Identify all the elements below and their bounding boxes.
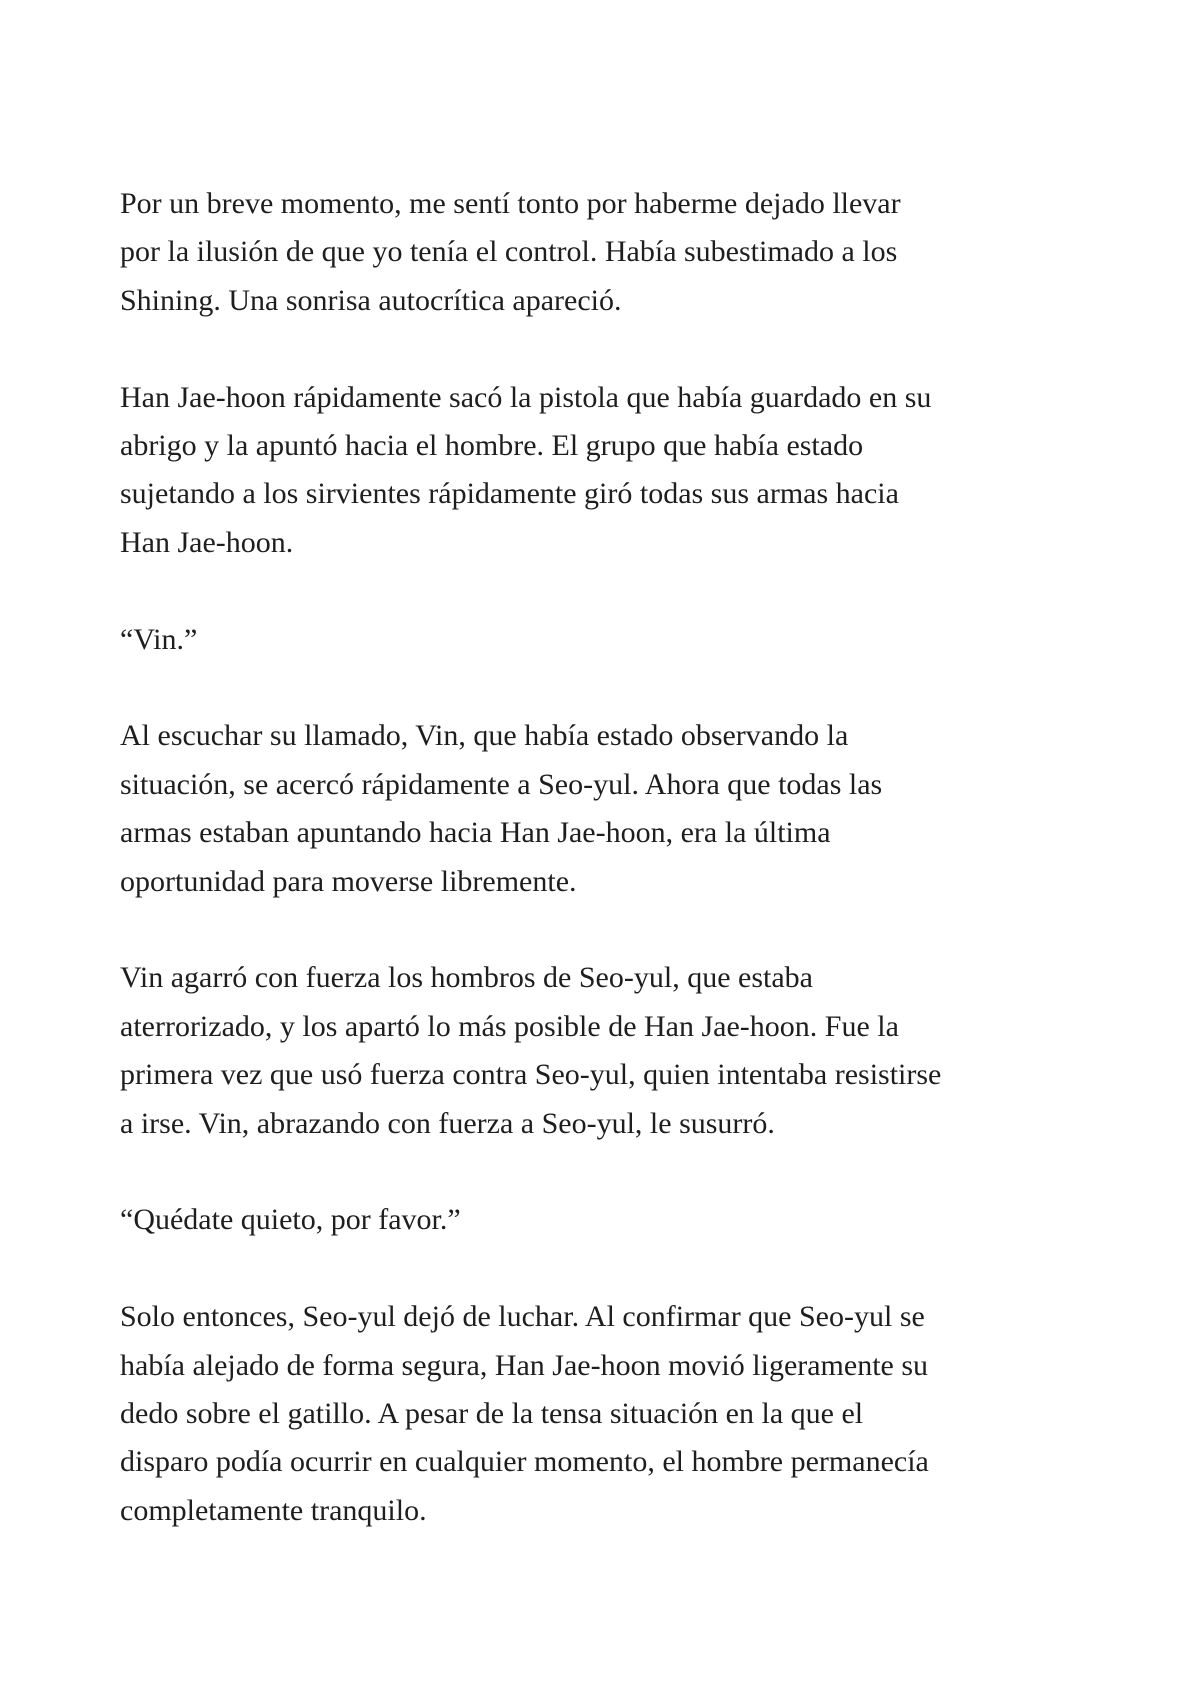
text-line: primera vez que usó fuerza contra Seo-yul, quien intentaba resistirse	[120, 1058, 942, 1092]
text-line: había alejado de forma segura, Han Jae-hoon movió ligeramente su	[120, 1348, 929, 1382]
text-line: oportunidad para moverse libremente.	[120, 864, 577, 898]
text-line: aterrorizado, y los apartó lo más posible de Han Jae-hoon. Fue la	[120, 1009, 899, 1043]
text-line: situación, se acercó rápidamente a Seo-yul. Ahora que todas las	[120, 767, 883, 801]
text-line: Solo entonces, Seo-yul dejó de luchar. Al confirmar que Seo-yul se	[120, 1300, 925, 1334]
text-line: Shining. Una sonrisa autocrítica apareció.	[120, 283, 622, 317]
text-line: armas estaban apuntando hacia Han Jae-hoon, era la última	[120, 816, 831, 850]
paragraph	[120, 954, 1120, 1148]
text-line: a irse. Vin, abrazando con fuerza a Seo-yul, le susurró.	[120, 1106, 775, 1140]
paragraph	[120, 180, 1120, 325]
paragraph	[120, 712, 1120, 906]
document-page	[120, 180, 1120, 1584]
text-line: Por un breve momento, me sentí tonto por haberme dejado llevar	[120, 187, 901, 220]
text-line: Han Jae-hoon.	[120, 525, 294, 559]
text-line: “Vin.”	[120, 622, 198, 656]
text-line: abrigo y la apuntó hacia el hombre. El grupo que había estado	[120, 429, 864, 463]
text-line: Al escuchar su llamado, Vin, que había estado observando la	[120, 719, 849, 753]
paragraph	[120, 616, 1120, 664]
text-line: Han Jae-hoon rápidamente sacó la pistola que había guardado en su	[120, 380, 932, 414]
text-line: sujetando a los sirvientes rápidamente giró todas sus armas hacia	[120, 477, 899, 511]
text-line: Vin agarró con fuerza los hombros de Seo-yul, que estaba	[120, 961, 813, 995]
text-line: “Quédate quieto, por favor.”	[120, 1203, 461, 1237]
paragraph	[120, 374, 1120, 568]
text-line: por la ilusión de que yo tenía el control. Había subestimado a los	[120, 235, 898, 269]
paragraph	[120, 1196, 1120, 1244]
text-line: dedo sobre el gatillo. A pesar de la tensa situación en la que el	[120, 1397, 864, 1431]
paragraph	[120, 1293, 1120, 1535]
text-line: disparo podía ocurrir en cualquier momento, el hombre permanecía	[120, 1445, 929, 1479]
text-line: completamente tranquilo.	[120, 1493, 427, 1527]
